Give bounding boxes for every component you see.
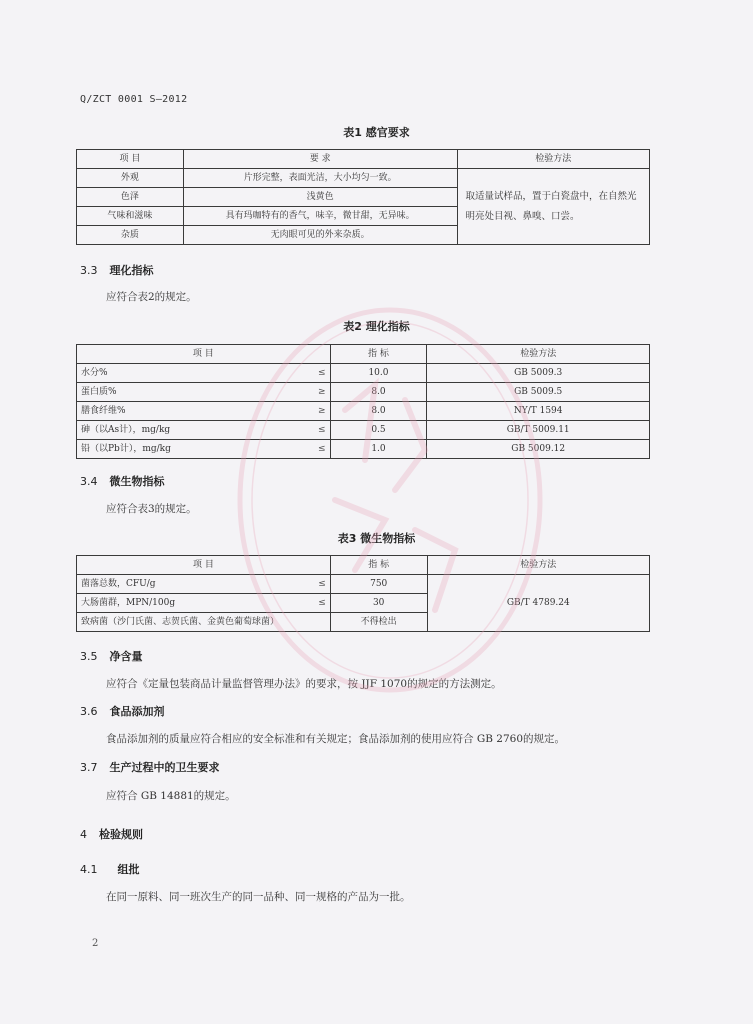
table-header-cell: 检验方法 [457,150,649,169]
section-title: 检验规则 [99,828,143,841]
value-cell: 8.0 [330,402,427,421]
comparison-sign: ≤ [318,368,326,378]
table-row [77,575,650,594]
section-4-1-heading [80,861,140,877]
method-cell: NY/T 1594 [427,402,650,421]
item-cell: 杂质 [77,226,184,245]
requirement-cell: 无肉眼可见的外来杂质。 [183,226,457,245]
section-number: 3.3 [80,264,98,277]
item-label: 砷（以As计），mg/kg [81,425,171,435]
table3-caption: 表3 微生物指标 [337,532,416,545]
table-row [77,421,650,440]
section-3-7-text: 应符合 GB 14881的规定。 [106,790,236,802]
section-4-1-text: 在同一原料、同一班次生产的同一品种、同一规格的产品为一批。 [106,891,411,903]
section-3-7-heading [80,759,220,775]
item-cell: 气味和滋味 [77,207,184,226]
section-3-3-text: 应符合表2的规定。 [106,291,197,303]
table1-sensory [76,149,650,245]
value-cell: 10.0 [330,364,427,383]
table2-physicochemical [76,344,650,459]
table2-caption: 表2 理化指标 [343,320,410,333]
section-number: 4 [80,828,87,841]
comparison-sign: ≤ [318,425,326,435]
item-cell [77,440,331,459]
table-header-cell: 检验方法 [427,345,650,364]
section-title: 微生物指标 [109,475,165,488]
method-cell: GB 5009.12 [427,440,650,459]
table-row [77,402,650,421]
item-label: 蛋白质% [81,387,117,397]
section-title: 理化指标 [109,264,154,277]
table-header-row [77,150,650,169]
requirement-cell: 具有玛咖特有的香气，味辛，微甘甜，无异味。 [183,207,457,226]
section-4-heading [80,826,143,842]
section-number: 3.6 [80,705,98,718]
comparison-sign: ≤ [318,579,326,589]
section-title: 组批 [117,863,140,876]
item-label: 铅（以Pb计），mg/kg [81,444,171,454]
item-label: 水分% [81,368,108,378]
table-header-cell: 项 目 [77,556,331,575]
table3-microbiological [76,555,650,632]
table-header-cell: 指 标 [330,556,427,575]
table-row [77,364,650,383]
table-header-row [77,345,650,364]
value-cell: 不得检出 [330,613,427,632]
section-3-4-heading [80,473,165,489]
page-number: 2 [92,938,99,949]
document-id: Q/ZCT 0001 S—2012 [80,94,188,105]
value-cell: 1.0 [330,440,427,459]
value-cell: 8.0 [330,383,427,402]
section-3-4-text: 应符合表3的规定。 [106,503,197,515]
method-cell: GB/T 4789.24 [427,575,649,632]
table-header-cell: 指 标 [330,345,427,364]
method-cell: GB/T 5009.11 [427,421,650,440]
item-cell [77,364,331,383]
item-cell: 致病菌（沙门氏菌、志贺氏菌、金黄色葡萄球菌） [77,613,331,632]
item-cell: 色泽 [77,188,184,207]
section-number: 4.1 [80,863,98,876]
requirement-cell: 片形完整，表面光洁，大小均匀一致。 [183,169,457,188]
comparison-sign: ≤ [318,444,326,454]
item-cell [77,383,331,402]
section-number: 3.7 [80,761,98,774]
requirement-cell: 浅黄色 [183,188,457,207]
item-label: 膳食纤维% [81,406,126,416]
table-header-cell: 项 目 [77,150,184,169]
item-cell [77,594,331,613]
section-title: 生产过程中的卫生要求 [109,761,220,774]
method-cell: GB 5009.3 [427,364,650,383]
section-3-6-heading [80,703,165,719]
item-cell [77,421,331,440]
comparison-sign: ≤ [318,598,326,608]
item-label: 大肠菌群，MPN/100g [81,598,176,608]
item-label: 菌落总数，CFU/g [81,579,156,589]
method-cell: 取适量试样品，置于白瓷盘中，在自然光明亮处目视、鼻嗅、口尝。 [457,169,649,245]
section-title: 食品添加剂 [109,705,165,718]
table-row [77,383,650,402]
table-header-cell: 检验方法 [427,556,649,575]
table-header-cell: 项 目 [77,345,331,364]
section-number: 3.4 [80,475,98,488]
table1-caption: 表1 感官要求 [343,126,410,139]
table-header-cell: 要 求 [183,150,457,169]
table-row [77,169,650,188]
table-row [77,440,650,459]
item-cell [77,575,331,594]
section-title: 净含量 [109,650,143,663]
section-3-6-text: 食品添加剂的质量应符合相应的安全标准和有关规定；食品添加剂的使用应符合 GB 2760的规定。 [106,733,565,745]
comparison-sign: ≥ [318,387,326,397]
section-3-5-text: 应符合《定量包装商品计量监督管理办法》的要求，按 JJF 1070的规定的方法测定。 [106,678,502,690]
value-cell: 30 [330,594,427,613]
value-cell: 750 [330,575,427,594]
table-header-row [77,556,650,575]
comparison-sign: ≥ [318,406,326,416]
section-3-5-heading [80,648,143,664]
method-cell: GB 5009.5 [427,383,650,402]
item-cell: 外观 [77,169,184,188]
section-3-3-heading [80,262,154,278]
item-cell [77,402,331,421]
value-cell: 0.5 [330,421,427,440]
section-number: 3.5 [80,650,98,663]
